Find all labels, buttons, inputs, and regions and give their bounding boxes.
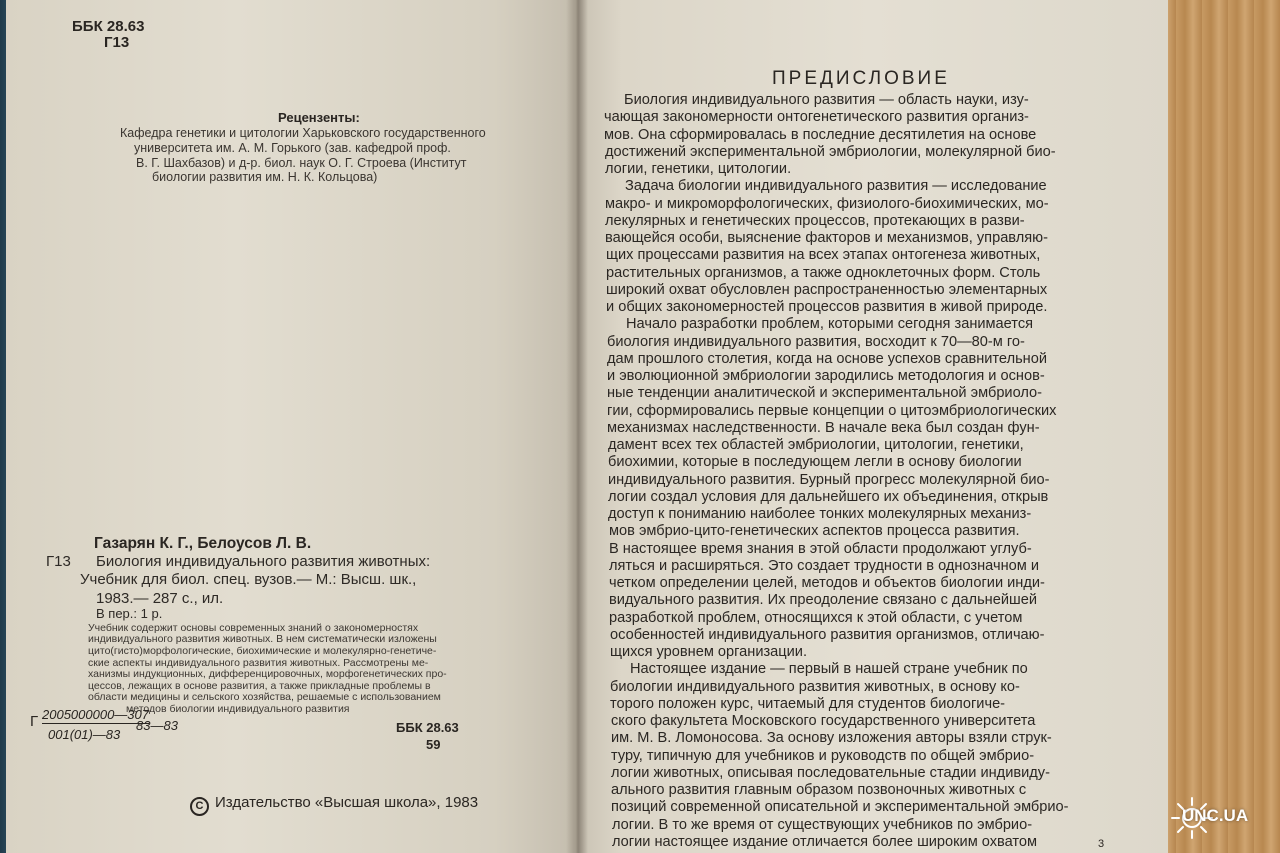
price: В пер.: 1 р. (96, 606, 163, 621)
preface-line: макро- и микроморфологических, физиолого-биохимических, мо- (605, 195, 1049, 212)
preface-line: ные тенденции аналитической и экспериментальной эмбриоло- (607, 385, 1043, 402)
publisher-text: Издательство «Высшая школа», 1983 (215, 794, 479, 811)
preface-line: лекулярных и генетических процессов, протекающих в разви- (605, 212, 1025, 229)
preface-line: индивидуального развития. Бурный прогресс молекулярной био- (608, 471, 1050, 488)
preface-line: мов. Она сформировалась в последние десятилетия на основе (604, 126, 1037, 143)
reviewers-line: университета им. А. М. Горького (зав. кафедрой проф. (134, 141, 451, 155)
watermark-text: UNC.UA (1182, 806, 1249, 825)
preface-line: дамент всех тех областей эмбриологии, цитологии, генетики, (608, 437, 1024, 453)
bbk-bottom: ББК 28.63 (396, 720, 459, 735)
page-number: 3 (1098, 838, 1105, 850)
reviewers-line: Кафедра генетики и цитологии Харьковского государственного (120, 126, 486, 140)
preface-line: щихся уровнем организации. (610, 644, 808, 660)
catalog-line: 1983.— 287 с., ил. (96, 590, 224, 607)
catalog-index: Г13 (46, 553, 71, 570)
preface-line: биохимии, которые в последующем легли в основу биологии (608, 454, 1022, 471)
preface-line: логии животных, описывая последовательные стадии индивиду- (611, 764, 1050, 781)
bbk-code: ББК 28.63 (72, 18, 145, 35)
preface-line: Начало разработки проблем, которыми сегодня занимается (626, 316, 1034, 333)
preface-line: торого положен курс, читаемый для студентов биологиче- (610, 695, 1006, 712)
summary-line: ские аспекты индивидуального развития животных. Рассмотрены ме- (88, 657, 429, 669)
bbk-bottom-sub: 59 (426, 737, 441, 752)
preface-line: биология индивидуального развития, восходит к 70—80-м го- (607, 333, 1025, 350)
summary-line: методов биологии индивидуального развития (126, 703, 350, 715)
preface-line: гии, сформировались первые концепции о цитоэмбриологических (607, 402, 1057, 419)
preface-line: растительных организмов, а также одноклеточных форм. Столь (606, 264, 1041, 281)
wooden-table-background (1150, 0, 1280, 853)
publisher-imprint (190, 794, 478, 816)
preface-line: механизмах наследственности. В начале века был создан фун- (607, 419, 1040, 436)
preface-line: разработкой проблем, относящихся к этой области, с учетом (609, 609, 1023, 626)
preface-line: особенностей индивидуального развития организмов, отличаю- (610, 626, 1045, 643)
preface-line: вающейся особи, выяснение факторов и механизмов, управляю- (605, 230, 1048, 246)
summary-line: цессов, лежащих в основе развития, а также прикладные проблемы в (88, 680, 431, 692)
preface-line: и эволюционной эмбриологии зародились методология и основ- (607, 368, 1045, 384)
preface-line: логии, генетики, цитологии. (605, 161, 792, 177)
preface-line: В настоящее время знания в этой области продолжают углуб- (609, 540, 1032, 557)
preface-line: ального развития главным образом позвоночных животных с (611, 782, 1027, 798)
summary-line: области медицины и сельского хозяйства, решаемые с использованием (88, 691, 441, 703)
book-gutter (566, 0, 588, 853)
code-range: 83—83 (136, 718, 178, 733)
summary-line: индивидуального развития животных. В нем систематически изложены (88, 633, 437, 645)
preface-line: мов эмбрио-цито-генетических аспектов процесса развития. (609, 523, 1020, 540)
preface-line: чающая закономерности онтогенетического развития организ- (604, 109, 1029, 126)
reviewers-line: В. Г. Шахбазов) и д-р. биол. наук О. Г. Строева (Институт (136, 156, 467, 170)
index-code: Г13 (104, 34, 130, 51)
reviewers-title: Рецензенты: (278, 110, 360, 125)
summary-line: цито(гисто)морфологические, биохимические и молекулярно-генетиче- (88, 645, 437, 657)
preface-line: дам прошлого столетия, когда на основе успехов сравнительной (607, 350, 1048, 367)
preface-line: щих процессами развития на всех этапах онтогенеза животных, (606, 247, 1041, 264)
preface-line: позиций современной описательной и экспериментальной эмбрио- (611, 799, 1069, 816)
preface-line: Биология индивидуального развития — область науки, изу- (624, 92, 1029, 108)
summary-line: ханизмы индукционных, дифференцировочных, морфогенетических про- (88, 668, 447, 680)
code-denominator: 001(01)—83 (48, 727, 121, 742)
preface-line: логии. В то же время от существующих учебников по эмбрио- (612, 816, 1033, 833)
watermark (1170, 794, 1278, 844)
preface-line: и общих закономерностей процессов развития в живой природе. (606, 299, 1048, 315)
preface-line: ского факультета Московского государственного университета (611, 713, 1036, 729)
preface-line: логии настоящее издание отличается более широким охватом (612, 833, 1038, 850)
authors: Газарян К. Г., Белоусов Л. В. (94, 535, 312, 552)
preface-line: широкий охват обусловлен распространенностью элементарных (606, 281, 1048, 298)
preface-line: видуального развития. Их преодоление связано с дальнейшей (609, 592, 1037, 609)
catalog-line: Учебник для биол. спец. вузов.— М.: Высш. шк., (80, 571, 417, 588)
preface-line: биологии индивидуального развития животных, в основу ко- (610, 678, 1020, 695)
summary-line: Учебник содержит основы современных знаний о закономерностях (88, 622, 419, 634)
preface-line: логии создал условия для дальнейшего их объединения, открыв (608, 488, 1049, 505)
preface-line: четком определении целей, методов и объектов биологии инди- (609, 575, 1045, 591)
preface-line: Настоящее издание — первый в нашей стране учебник по (630, 661, 1028, 678)
preface-line: Задача биологии индивидуального развития — исследование (625, 178, 1047, 195)
preface-line: ляться и расширяться. Это создает трудности в однозначном и (609, 557, 1039, 574)
page-heading: ПРЕДИСЛОВИЕ (772, 68, 950, 89)
catalog-line: Биология индивидуального развития животных: (96, 553, 431, 570)
code-numerator: 2005000000—307 (42, 707, 149, 722)
code-letter: Г (30, 713, 39, 730)
preface-line: туру, типичную для учебников и руководств по общей эмбрио- (611, 747, 1035, 764)
preface-line: достижений экспериментальной эмбриологии, молекулярной био- (605, 143, 1056, 160)
preface-line: доступ к пониманию наиболее тонких молекулярных механиз- (608, 506, 1032, 522)
reviewers-line: биологии развития им. Н. К. Кольцова) (152, 170, 378, 184)
copyright-icon: С (190, 797, 209, 816)
preface-line: им. М. В. Ломоносова. За основу изложения авторы взяли струк- (611, 730, 1052, 747)
